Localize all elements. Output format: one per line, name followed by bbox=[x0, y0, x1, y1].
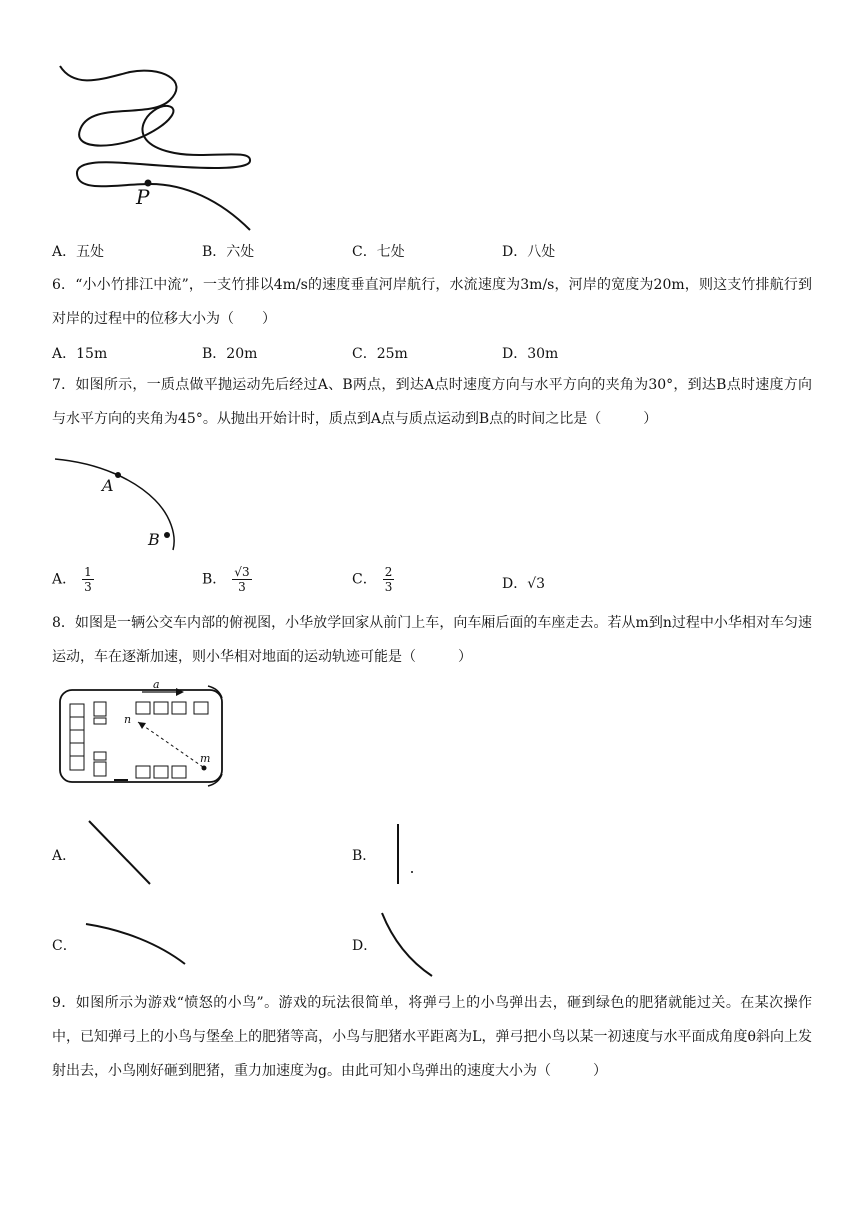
q5-option-d[interactable]: D．八处 bbox=[502, 244, 556, 260]
q8-option-b[interactable]: B． bbox=[352, 848, 377, 864]
q8-option-b-trajectory[interactable] bbox=[392, 822, 422, 892]
q8-option-a[interactable]: A． bbox=[52, 848, 77, 864]
q8-option-d[interactable]: D． bbox=[352, 938, 378, 954]
q8-text: 8．如图是一辆公交车内部的俯视图，小华放学回家从前门上车，向车厢后面的车座走去。若从m到n过程中小华相对车匀速运动，车在逐渐加速，则小华相对地面的运动轨迹可能是（ ） bbox=[52, 615, 812, 665]
q7-option-a[interactable]: A． $\frac{1}{3}$ bbox=[52, 565, 92, 594]
q8-bus-figure bbox=[58, 682, 228, 792]
q7-trajectory-figure bbox=[55, 455, 195, 555]
q6-text: 6．“小小竹排江中流”，一支竹排以4m/s的速度垂直河岸航行，水流速度为3m/s，河岸的宽度为20m，则这支竹排航行到对岸的过程中的位移大小为（ ） bbox=[52, 277, 812, 327]
q5-curve-figure bbox=[50, 60, 310, 240]
q9-text: 9．如图所示为游戏“愤怒的小鸟”。游戏的玩法很简单，将弹弓上的小鸟弹出去，砸到绿色的肥猪就能过关。在某次操作中，已知弹弓上的小鸟与堡垒上的肥猪等高，小鸟与肥猪水平距离为L，弹弓把小鸟以某一初速度与水平面成角度θ斜向上发射出去，小鸟刚好砸到肥猪，重力加速度为g。由此可知小鸟弹出的速度大小为（ ） bbox=[52, 995, 812, 1079]
q7-text: 7．如图所示，一质点做平抛运动先后经过A、B两点，到达A点时速度方向与水平方向的夹角为30°，到达B点时速度方向与水平方向的夹角为45°。从抛出开始计时，质点到A点与质点运动到B点的时间之比是（ ） bbox=[52, 377, 812, 427]
q6-option-c[interactable]: C．25m bbox=[352, 346, 408, 362]
q8-option-a-trajectory[interactable] bbox=[85, 818, 155, 888]
q7-option-c[interactable]: C． $\frac{2}{3}$ bbox=[352, 565, 393, 594]
q6-option-d[interactable]: D．30m bbox=[502, 346, 559, 362]
q8-option-d-trajectory[interactable] bbox=[378, 910, 438, 980]
q8-accel-label: a bbox=[153, 678, 160, 691]
q8-option-c-trajectory[interactable] bbox=[84, 920, 194, 970]
q7-point-b-label: B bbox=[148, 530, 160, 549]
q5-option-c[interactable]: C．七处 bbox=[352, 244, 405, 260]
q5-point-label: P bbox=[136, 185, 150, 209]
q5-option-a[interactable]: A．五处 bbox=[52, 244, 105, 260]
q6-option-a[interactable]: A．15m bbox=[52, 346, 108, 362]
q7-option-b[interactable]: B． $\frac{√3}{3}$ bbox=[202, 565, 250, 594]
q6-option-b[interactable]: B．20m bbox=[202, 346, 258, 362]
q7-option-d[interactable]: D．√3 bbox=[502, 576, 546, 592]
q5-option-b[interactable]: B．六处 bbox=[202, 244, 255, 260]
q8-option-c[interactable]: C． bbox=[52, 938, 77, 954]
q8-point-m-label: m bbox=[200, 752, 211, 765]
q8-point-n-label: n bbox=[124, 713, 132, 726]
q7-point-a-label: A bbox=[102, 476, 114, 495]
